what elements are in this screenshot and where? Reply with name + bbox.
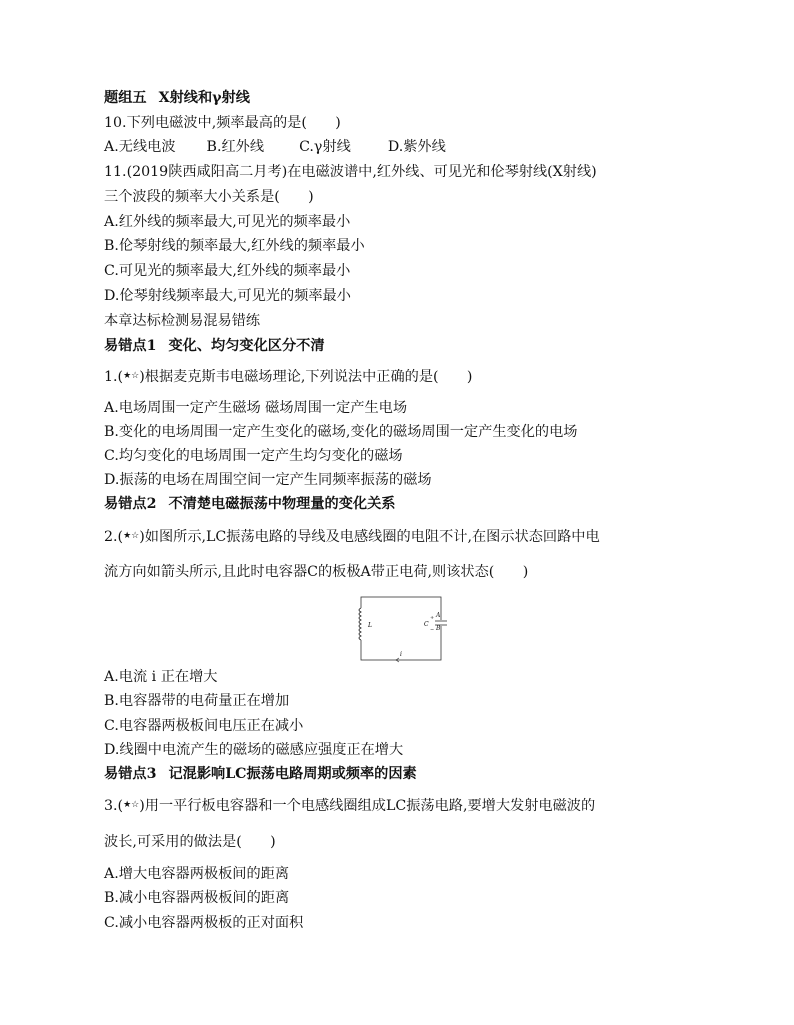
q3-stem-text: )用一平行板电容器和一个电感线圈组成LC振荡电路,要增大发射电磁波的	[139, 798, 596, 814]
error1-heading-title: 变化、均匀变化区分不清	[168, 338, 325, 354]
group5-heading-title: X射线和γ射线	[158, 90, 250, 106]
q2-option-b: B.电容器带的电荷量正在增加	[104, 693, 290, 709]
chapter-title	[104, 311, 260, 331]
error3-heading-label: 易错点3	[104, 766, 157, 782]
q3-option-b: B.减小电容器两极板间的距离	[104, 890, 290, 906]
group5-heading-label: 题组五	[104, 90, 147, 106]
q1-number: 1.(	[104, 369, 124, 385]
plus-sign: +	[430, 615, 435, 621]
label-l: L	[368, 622, 372, 629]
q11-stem-line1: 11.(2019陕西咸阳高二月考)在电磁波谱中,红外线、可见光和伦琴射线(X射线)	[104, 164, 597, 180]
label-a: A	[436, 612, 441, 619]
q3-option-c: C.减小电容器两极板的正对面积	[104, 915, 304, 931]
label-i: i	[400, 651, 402, 658]
q2-stem-text: )如图所示,LC振荡电路的导线及电感线圈的电阻不计,在图示状态回路中电	[139, 529, 600, 545]
q3-number: 3.(	[104, 798, 124, 814]
q1-stem-text: )根据麦克斯韦电磁场理论,下列说法中正确的是( )	[139, 369, 473, 385]
q10-option-c: C.γ射线	[299, 139, 351, 155]
q1-option-c: C.均匀变化的电场周围一定产生均匀变化的磁场	[104, 448, 403, 464]
q3-stem-line1	[104, 795, 595, 816]
error1-heading	[104, 336, 325, 356]
q10-option-d: D.紫外线	[387, 139, 446, 155]
error3-heading	[104, 764, 417, 784]
q2-option-c: C.电容器两极板间电压正在减小	[104, 718, 304, 734]
chapter-title-text: 本章达标检测易混易错练	[104, 313, 261, 329]
q1-option-a: A.电场周围一定产生磁场 磁场周围一定产生电场	[104, 400, 408, 416]
q11-stem-line2: 三个波段的频率大小关系是( )	[104, 189, 314, 205]
q2-option-d: D.线圈中电流产生的磁场的磁感应强度正在增大	[104, 742, 404, 758]
q10-option-b: B.红外线	[206, 139, 265, 155]
q1-option-d: D.振荡的电场在周围空间一定产生同频率振荡的磁场	[104, 472, 432, 488]
error2-heading	[104, 494, 395, 514]
q10-option-a: A.无线电波	[104, 139, 176, 155]
q11-option-c: C.可见光的频率最大,红外线的频率最小	[104, 263, 351, 279]
lc-circuit-diagram	[355, 594, 447, 664]
q11-option-d: D.伦琴射线频率最大,可见光的频率最小	[104, 288, 351, 304]
q10-stem: 10.下列电磁波中,频率最高的是( )	[104, 115, 341, 131]
q2-stem-line1	[104, 526, 600, 547]
minus-sign: −	[430, 627, 435, 633]
difficulty-star-icon: ★☆	[123, 531, 140, 541]
q2-option-a: A.电流 i 正在增大	[104, 669, 218, 685]
error2-heading-label: 易错点2	[104, 496, 157, 512]
label-c: C	[424, 621, 429, 628]
error1-heading-label: 易错点1	[104, 338, 157, 354]
q11-option-a: A.红外线的频率最大,可见光的频率最小	[104, 214, 351, 230]
label-b: B	[436, 625, 441, 632]
error3-heading-title: 记混影响LC振荡电路周期或频率的因素	[168, 766, 417, 782]
q3-stem-line2: 波长,可采用的做法是( )	[104, 834, 276, 850]
difficulty-star-icon: ★☆	[123, 371, 140, 381]
q2-stem-line2: 流方向如箭头所示,且此时电容器C的板极A带正电荷,则该状态( )	[104, 564, 529, 580]
q3-option-a: A.增大电容器两极板间的距离	[104, 866, 290, 882]
error2-heading-title: 不清楚电磁振荡中物理量的变化关系	[168, 496, 396, 512]
difficulty-star-icon: ★☆	[123, 800, 140, 810]
q10-options	[104, 137, 446, 157]
q11-option-b: B.伦琴射线的频率最大,红外线的频率最小	[104, 238, 365, 254]
q1-stem	[104, 366, 472, 387]
q1-option-b: B.变化的电场周围一定产生变化的磁场,变化的磁场周围一定产生变化的电场	[104, 424, 578, 440]
group5-heading	[104, 88, 250, 108]
q2-number: 2.(	[104, 529, 124, 545]
